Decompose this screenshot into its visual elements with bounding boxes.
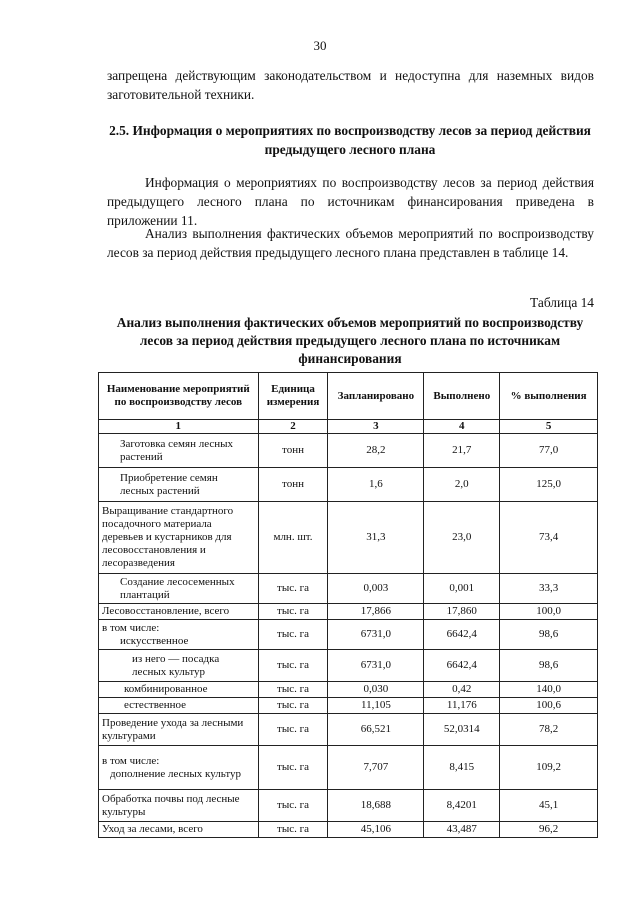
row-done: 8,4201 <box>424 790 500 822</box>
row-unit: тыс. га <box>258 790 328 822</box>
header-cell-planned: Запланировано <box>328 373 424 420</box>
row-planned: 28,2 <box>328 434 424 468</box>
header-cell-done: Выполнено <box>424 373 500 420</box>
column-number: 1 <box>99 420 259 434</box>
row-unit: тыс. га <box>258 822 328 838</box>
row-done: 6642,4 <box>424 620 500 650</box>
row-name: из него — посадка лесных культур <box>99 650 259 682</box>
table-row <box>99 790 598 822</box>
row-name: комбинированное <box>99 682 259 698</box>
table-row <box>99 746 598 790</box>
paragraph-1: Информация о мероприятиях по воспроизводству лесов за период действия предыдущего лесного плана по источникам финансирования приведена в приложении 11. <box>107 175 594 228</box>
table-row <box>99 604 598 620</box>
row-percent: 77,0 <box>500 434 598 468</box>
row-planned: 45,106 <box>328 822 424 838</box>
table-column-numbers-row <box>99 420 598 434</box>
table-row <box>99 502 598 574</box>
row-name: в том числе: искусственное <box>99 620 259 650</box>
column-number: 5 <box>500 420 598 434</box>
row-name: Выращивание стандартного посадочного материала деревьев и кустарников для лесовосстановления и лесоразведения <box>99 502 259 574</box>
section-heading: 2.5. Информация о мероприятиях по воспроизводству лесов за период действия предыдущего лесного плана <box>109 123 591 157</box>
row-name: Уход за лесами, всего <box>99 822 259 838</box>
row-planned: 6731,0 <box>328 620 424 650</box>
table-header-row <box>99 373 598 420</box>
row-name: Заготовка семян лесных растений <box>99 434 259 468</box>
table-row <box>99 620 598 650</box>
row-unit: тыс. га <box>258 650 328 682</box>
row-percent: 100,0 <box>500 604 598 620</box>
row-planned: 17,866 <box>328 604 424 620</box>
row-planned: 7,707 <box>328 746 424 790</box>
row-planned: 18,688 <box>328 790 424 822</box>
row-planned: 66,521 <box>328 714 424 746</box>
row-planned: 0,003 <box>328 574 424 604</box>
row-unit: млн. шт. <box>258 502 328 574</box>
row-done: 6642,4 <box>424 650 500 682</box>
header-cell-unit: Единица измерения <box>258 373 328 420</box>
row-percent: 125,0 <box>500 468 598 502</box>
row-planned: 1,6 <box>328 468 424 502</box>
paragraph-2: Анализ выполнения фактических объемов мероприятий по воспроизводству лесов за период действия предыдущего лесного плана представлен в таблице 14. <box>107 226 594 260</box>
row-done: 8,415 <box>424 746 500 790</box>
column-number: 4 <box>424 420 500 434</box>
table-row <box>99 714 598 746</box>
row-planned: 6731,0 <box>328 650 424 682</box>
row-percent: 73,4 <box>500 502 598 574</box>
row-name: Создание лесосеменных плантаций <box>99 574 259 604</box>
row-name: Проведение ухода за лесными культурами <box>99 714 259 746</box>
row-name: естественное <box>99 698 259 714</box>
row-percent: 100,6 <box>500 698 598 714</box>
row-done: 21,7 <box>424 434 500 468</box>
row-unit: тыс. га <box>258 604 328 620</box>
row-percent: 98,6 <box>500 650 598 682</box>
page-number: 30 <box>313 38 327 53</box>
table-row <box>99 574 598 604</box>
row-unit: тыс. га <box>258 746 328 790</box>
row-name: в том числе: дополнение лесных культур <box>99 746 259 790</box>
row-done: 11,176 <box>424 698 500 714</box>
table-row <box>99 434 598 468</box>
row-percent: 33,3 <box>500 574 598 604</box>
header-cell-name: Наименование мероприятий по воспроизводству лесов <box>99 373 259 420</box>
row-name: Обработка почвы под лесные культуры <box>99 790 259 822</box>
row-percent: 96,2 <box>500 822 598 838</box>
row-unit: тыс. га <box>258 620 328 650</box>
row-name: Приобретение семян лесных растений <box>99 468 259 502</box>
row-done: 43,487 <box>424 822 500 838</box>
row-unit: тыс. га <box>258 682 328 698</box>
table-row <box>99 682 598 698</box>
row-unit: тыс. га <box>258 714 328 746</box>
table-label: Таблица 14 <box>530 295 594 310</box>
row-percent: 78,2 <box>500 714 598 746</box>
row-done: 0,001 <box>424 574 500 604</box>
row-percent: 45,1 <box>500 790 598 822</box>
row-unit: тыс. га <box>258 574 328 604</box>
table-row <box>99 822 598 838</box>
table-row <box>99 698 598 714</box>
table-row <box>99 650 598 682</box>
row-unit: тонн <box>258 468 328 502</box>
row-name: Лесовосстановление, всего <box>99 604 259 620</box>
table-title: Анализ выполнения фактических объемов мероприятий по воспроизводству лесов за период действия предыдущего лесного плана по источникам финансирования <box>116 315 584 366</box>
data-table <box>98 372 598 838</box>
row-planned: 31,3 <box>328 502 424 574</box>
header-cell-percent: % выполнения <box>500 373 598 420</box>
row-planned: 11,105 <box>328 698 424 714</box>
row-planned: 0,030 <box>328 682 424 698</box>
row-done: 2,0 <box>424 468 500 502</box>
row-percent: 98,6 <box>500 620 598 650</box>
row-done: 17,860 <box>424 604 500 620</box>
intro-paragraph: запрещена действующим законодательством и недоступна для наземных видов заготовительной техники. <box>107 68 594 102</box>
row-unit: тыс. га <box>258 698 328 714</box>
row-done: 0,42 <box>424 682 500 698</box>
row-percent: 109,2 <box>500 746 598 790</box>
row-unit: тонн <box>258 434 328 468</box>
row-percent: 140,0 <box>500 682 598 698</box>
row-done: 52,0314 <box>424 714 500 746</box>
column-number: 2 <box>258 420 328 434</box>
table-row <box>99 468 598 502</box>
column-number: 3 <box>328 420 424 434</box>
row-done: 23,0 <box>424 502 500 574</box>
